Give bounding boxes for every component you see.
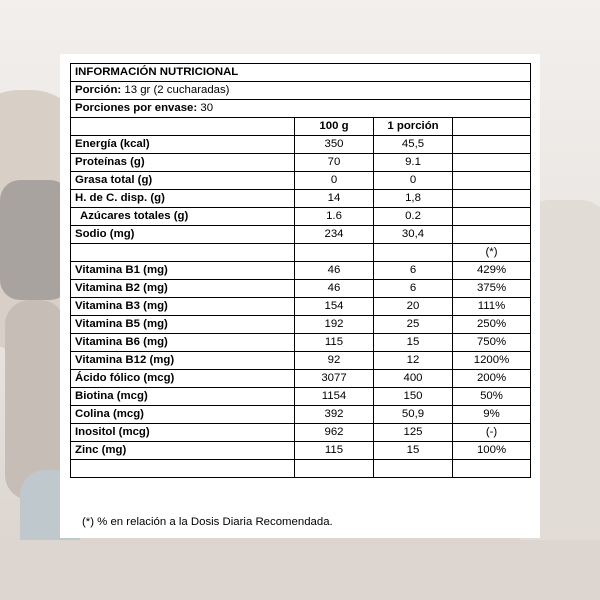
column-header-portion: 1 porción [374,118,453,136]
servings-label: Porciones por envase: [75,102,198,114]
nutrient-ddr [453,208,531,226]
vitamin-per-portion: 50,9 [374,406,453,424]
vitamin-per100: 392 [295,406,374,424]
nutrient-row [71,208,531,226]
vitamin-row [71,316,531,334]
vitamin-per100: 192 [295,316,374,334]
nutrient-per-portion: 45,5 [374,136,453,154]
portion-row [71,82,531,100]
nutrient-name: Sodio (mg) [71,226,295,244]
vitamin-row [71,262,531,280]
portion-value: 13 gr (2 cucharadas) [124,84,230,96]
vitamin-ddr: 200% [453,370,531,388]
nutrient-per100: 350 [295,136,374,154]
nutrient-ddr [453,226,531,244]
nutrient-per100: 234 [295,226,374,244]
vitamin-per100: 115 [295,334,374,352]
blank-row [71,460,531,478]
column-header-row [71,118,531,136]
nutrient-name: Grasa total (g) [71,172,295,190]
vitamin-name: Vitamina B5 (mg) [71,316,295,334]
nutrient-name: H. de C. disp. (g) [71,190,295,208]
vitamin-per-portion: 20 [374,298,453,316]
nutrient-row [71,154,531,172]
vitamin-per-portion: 12 [374,352,453,370]
vitamin-name: Inositol (mcg) [71,424,295,442]
vitamin-name: Vitamina B6 (mg) [71,334,295,352]
vitamin-row [71,424,531,442]
vitamin-ddr: 429% [453,262,531,280]
vitamin-row [71,280,531,298]
vitamin-name: Vitamina B12 (mg) [71,352,295,370]
vitamin-per100: 962 [295,424,374,442]
vitamin-per-portion: 150 [374,388,453,406]
servings-value: 30 [200,102,214,114]
nutrient-per100: 1.6 [295,208,374,226]
nutrient-per-portion: 30,4 [374,226,453,244]
nutrition-table [70,63,531,478]
nutrient-per-portion: 1,8 [374,190,453,208]
portion-label: Porción: [75,84,122,96]
vitamin-name: Biotina (mcg) [71,388,295,406]
vitamin-per-portion: 6 [374,280,453,298]
nutrient-per-portion: 9.1 [374,154,453,172]
nutrient-row [71,172,531,190]
vitamin-row [71,370,531,388]
column-header-100g: 100 g [295,118,374,136]
vitamin-row [71,388,531,406]
vitamin-name: Colina (mcg) [71,406,295,424]
vitamin-ddr: 250% [453,316,531,334]
table-title-row [71,64,531,82]
vitamin-name: Vitamina B1 (mg) [71,262,295,280]
table-title: INFORMACIÓN NUTRICIONAL [71,64,531,82]
vitamin-name: Vitamina B3 (mg) [71,298,295,316]
nutrient-ddr [453,136,531,154]
vitamin-ddr: 111% [453,298,531,316]
vitamin-per-portion: 15 [374,334,453,352]
vitamin-name: Vitamina B2 (mg) [71,280,295,298]
nutrient-row [71,226,531,244]
nutrient-per100: 14 [295,190,374,208]
vitamin-per-portion: 25 [374,316,453,334]
vitamin-row [71,334,531,352]
vitamin-ddr: 375% [453,280,531,298]
vitamin-name: Zinc (mg) [71,442,295,460]
vitamin-ddr: 750% [453,334,531,352]
nutrient-per-portion: 0.2 [374,208,453,226]
nutrient-ddr [453,190,531,208]
vitamin-ddr: 9% [453,406,531,424]
vitamin-per-portion: 400 [374,370,453,388]
nutrient-per-portion: 0 [374,172,453,190]
nutrient-name: Azúcares totales (g) [71,208,295,226]
nutrient-row [71,190,531,208]
vitamin-per100: 92 [295,352,374,370]
vitamin-per100: 3077 [295,370,374,388]
nutrient-per100: 70 [295,154,374,172]
vitamin-name: Ácido fólico (mcg) [71,370,295,388]
vitamin-per-portion: 125 [374,424,453,442]
nutrient-row [71,136,531,154]
footnote: (*) % en relación a la Dosis Diaria Recomendada. [82,516,333,528]
vitamin-row [71,442,531,460]
nutrients-section [71,136,531,244]
vitamin-ddr: 100% [453,442,531,460]
vitamin-per-portion: 6 [374,262,453,280]
nutrient-ddr [453,154,531,172]
vitamins-section [71,262,531,460]
vitamin-per100: 115 [295,442,374,460]
vitamin-per100: 154 [295,298,374,316]
vitamin-row [71,406,531,424]
vitamin-ddr: 1200% [453,352,531,370]
nutrient-per100: 0 [295,172,374,190]
nutrient-name: Energía (kcal) [71,136,295,154]
vitamin-ddr: 50% [453,388,531,406]
vitamin-per-portion: 15 [374,442,453,460]
vitamin-ddr: (-) [453,424,531,442]
vitamin-row [71,298,531,316]
nutrient-name: Proteínas (g) [71,154,295,172]
ddr-header: (*) [453,244,531,262]
ddr-header-row [71,244,531,262]
servings-row [71,100,531,118]
vitamin-row [71,352,531,370]
vitamin-per100: 46 [295,262,374,280]
vitamin-per100: 46 [295,280,374,298]
vitamin-per100: 1154 [295,388,374,406]
nutrient-ddr [453,172,531,190]
